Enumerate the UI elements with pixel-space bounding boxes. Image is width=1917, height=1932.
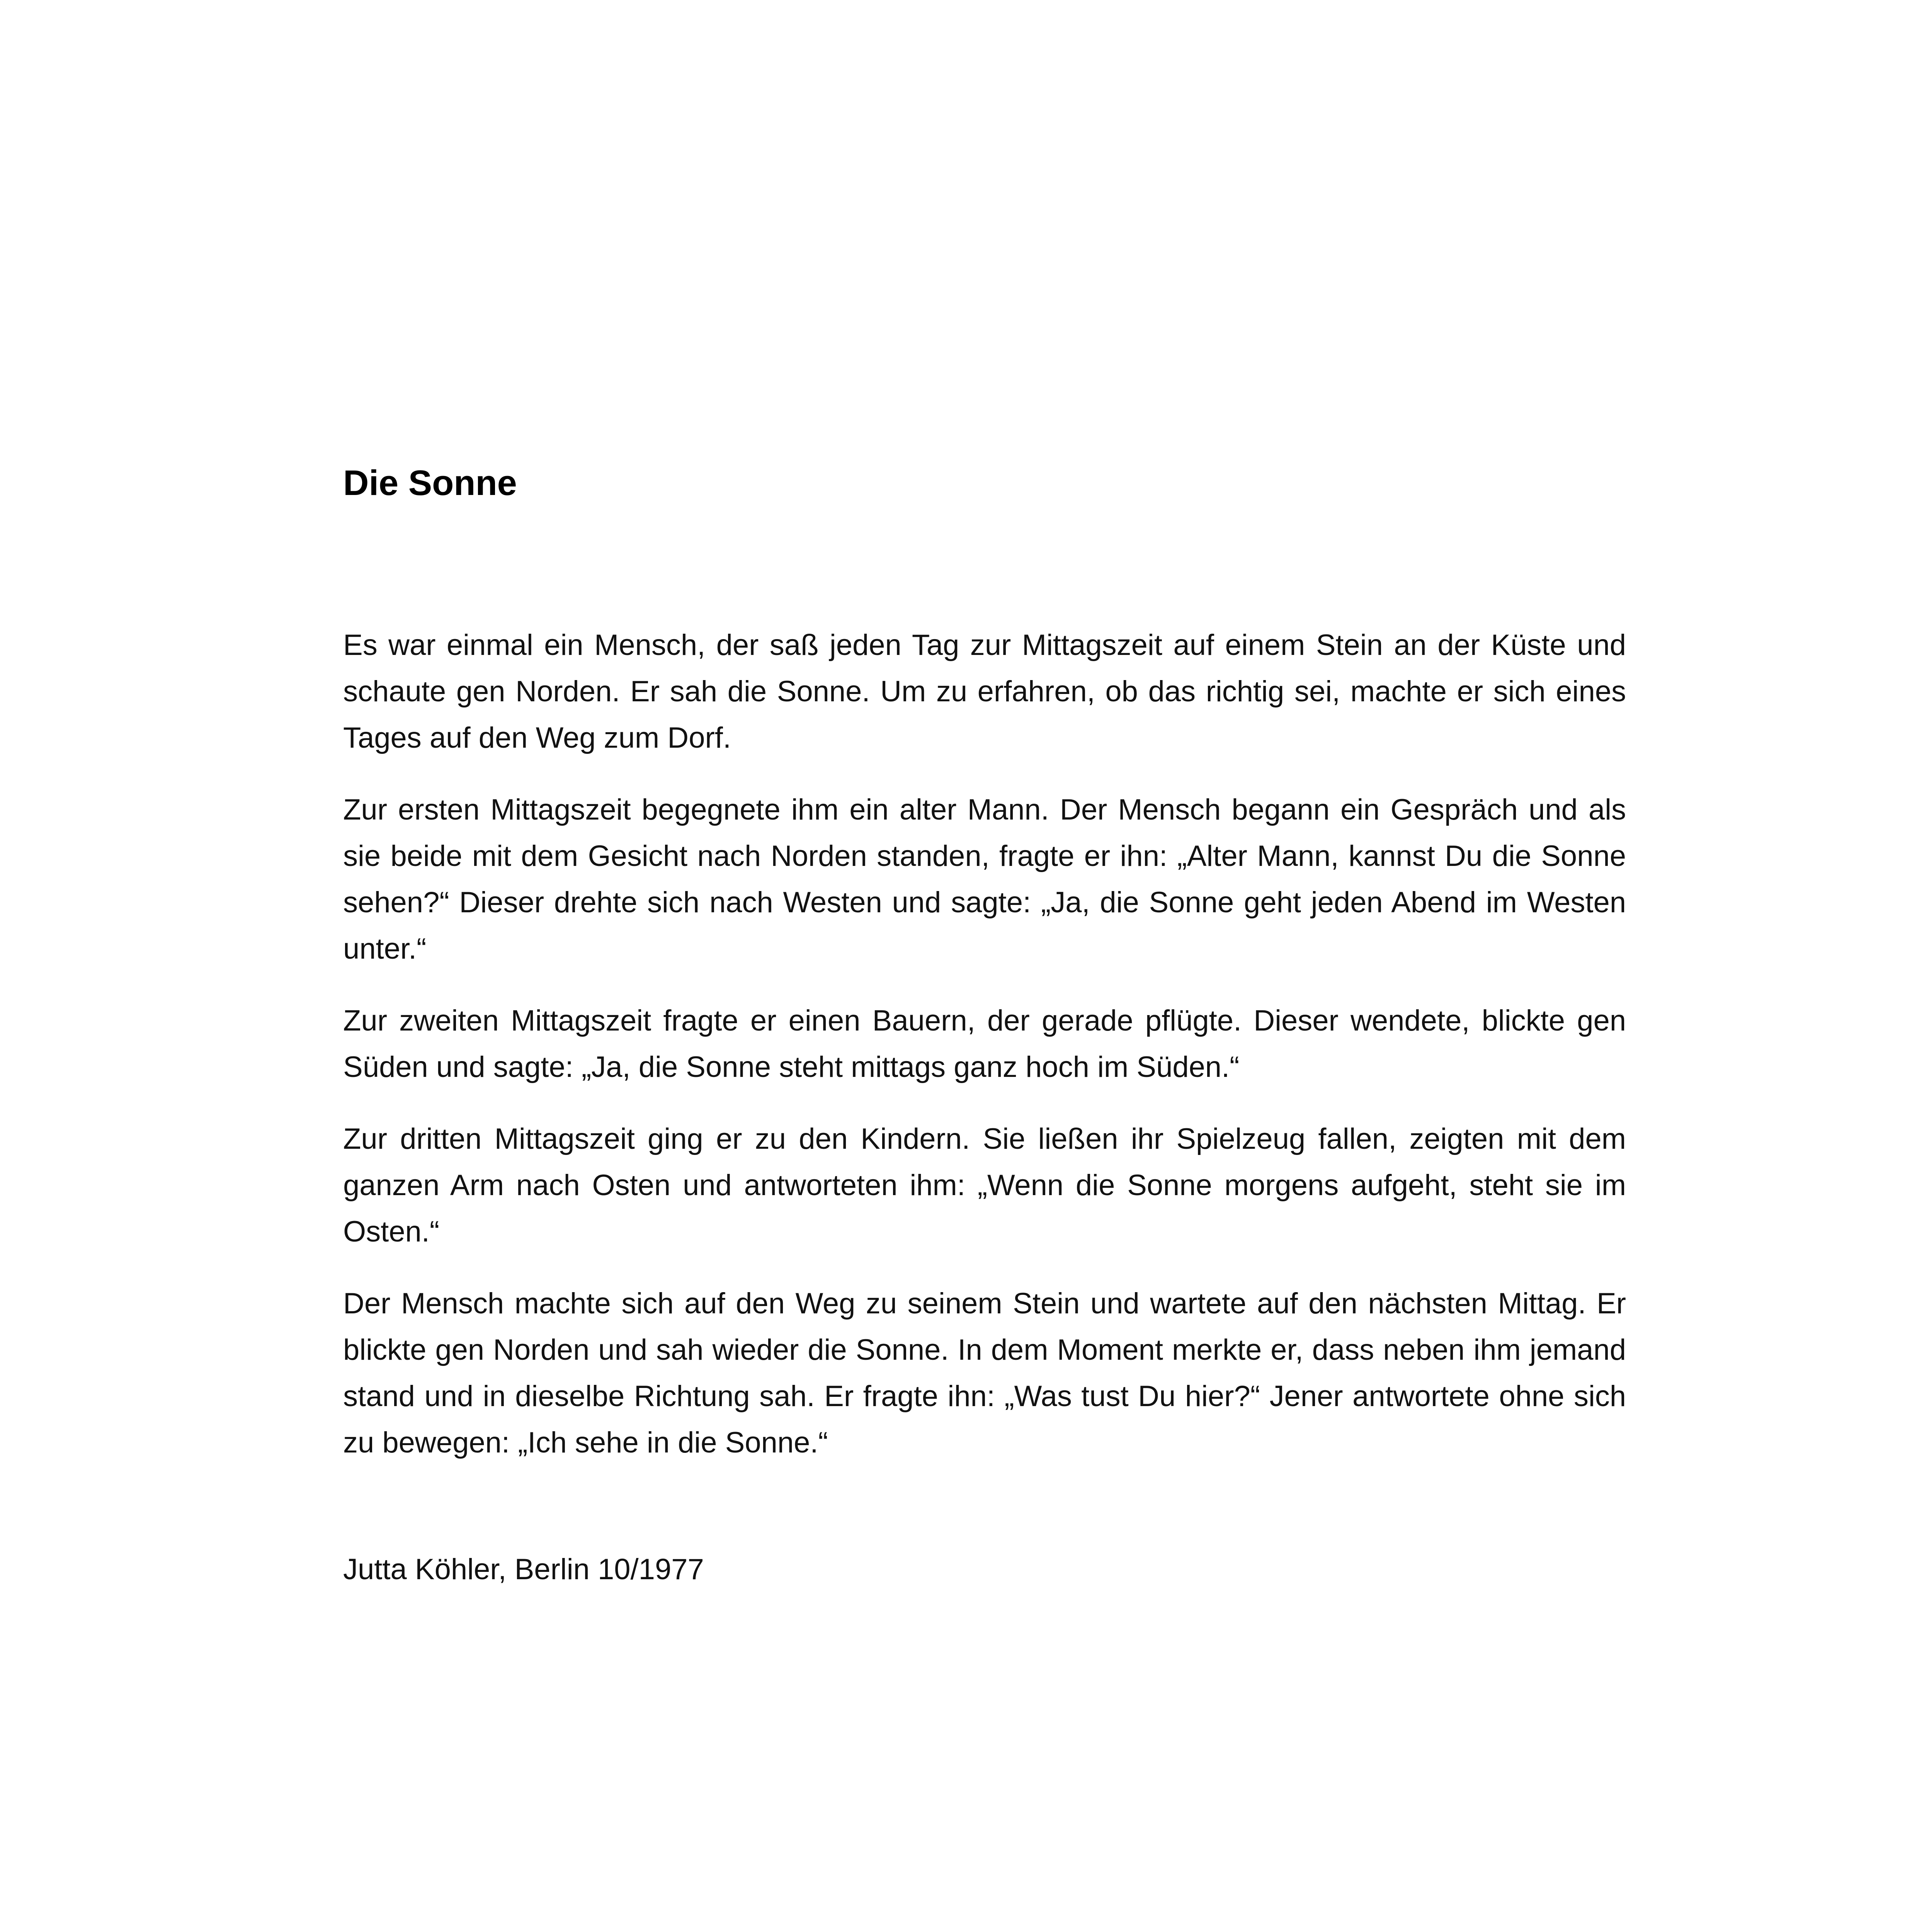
document-content: [343, 460, 1626, 1586]
paragraph-4: Zur dritten Mittagszeit ging er zu den Kindern. Sie ließen ihr Spielzeug fallen, zeigten mit dem ganzen Arm nach Osten und antworteten ihm: „Wenn die Sonne morgens aufgeht, steht sie im Osten.“: [343, 1122, 1626, 1248]
story-body: [343, 622, 1626, 1466]
author-signature: Jutta Köhler, Berlin 10/1977: [343, 1553, 704, 1586]
document-title: Die Sonne: [343, 463, 517, 503]
paragraph-5: Der Mensch machte sich auf den Weg zu seinem Stein und wartete auf den nächsten Mittag. Er blickte gen Norden und sah wieder die Sonne. In dem Moment merkte er, dass neben ihm jemand stand und in dieselbe Richtung sah. Er fragte ihn: „Was tust Du hier?“ Jener antwortete ohne sich zu bewegen: „Ich sehe in die Sonne.“: [343, 1287, 1626, 1459]
paragraph-1: Es war einmal ein Mensch, der saß jeden Tag zur Mittagszeit auf einem Stein an der Küste und schaute gen Norden. Er sah die Sonne. Um zu erfahren, ob das richtig sei, machte er sich eines Tages auf den Weg zum Dorf.: [343, 629, 1626, 754]
paragraph-3: Zur zweiten Mittagszeit fragte er einen Bauern, der gerade pflügte. Dieser wendete, blickte gen Süden und sagte: „Ja, die Sonne steht mittags ganz hoch im Süden.“: [343, 1004, 1626, 1083]
paragraph-2: Zur ersten Mittagszeit begegnete ihm ein alter Mann. Der Mensch begann ein Gespräch und als sie beide mit dem Gesicht nach Norden standen, fragte er ihn: „Alter Mann, kannst Du die Sonne sehen?“ Dieser drehte sich nach Westen und sagte: „Ja, die Sonne geht jeden Abend im Westen unter.“: [343, 793, 1626, 965]
